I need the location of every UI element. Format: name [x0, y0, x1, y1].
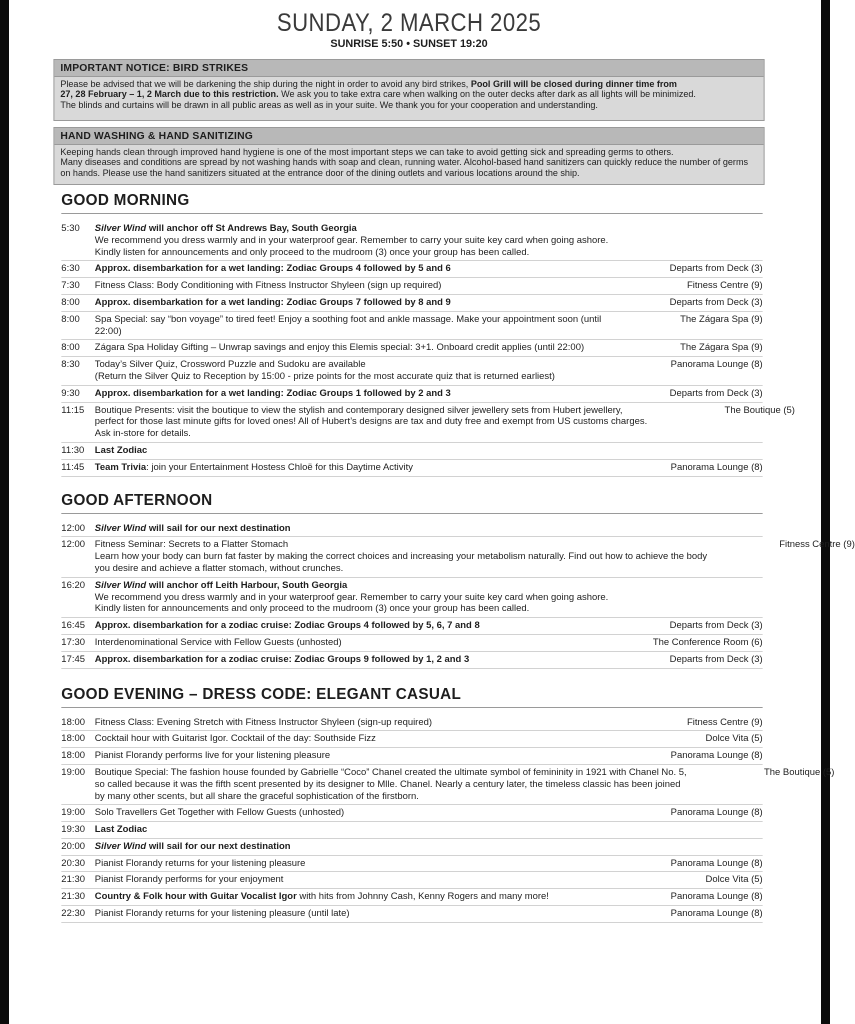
event-time: 19:00: [61, 766, 85, 778]
event-row: [61, 805, 762, 822]
event-detail: We recommend you dress warmly and in your waterproof gear. Remember to carry your suite key card when going ashore.: [94, 234, 609, 246]
event-row: [61, 521, 762, 538]
event-title: Boutique Presents: visit the boutique to view the stylish and contemporary designed silver jewellery sets from Hubert jewellery,: [94, 404, 623, 416]
event-title: Country & Folk hour with Guitar Vocalist Igor: [94, 891, 297, 903]
event-time: 5:30: [61, 223, 80, 234]
event-time: 7:30: [61, 280, 80, 292]
event-time: 16:20: [61, 579, 85, 591]
event-venue: Departs from Deck (3): [669, 263, 763, 275]
event-description: Fitness Class: Evening Stretch with Fitness Instructor Shyleen (sign-up required): [94, 716, 432, 728]
event-time: 11:15: [61, 404, 85, 416]
event-venue: Departs from Deck (3): [669, 653, 763, 665]
notice-title: HAND WASHING & HAND SANITIZING: [54, 128, 763, 145]
event-title: will sail for our next destination: [146, 840, 291, 852]
event-detail: We recommend you dress warmly and in your waterproof gear. Remember to carry your suite key card when going ashore.: [94, 591, 609, 603]
notice-line: Many diseases and conditions are spread by not washing hands with soap and clean, running water. Alcohol-based hand sanitizers can quickly reduce the number of germs: [60, 157, 749, 168]
event-time: 20:30: [61, 857, 85, 869]
event-row: [61, 765, 835, 805]
event-row: [61, 889, 762, 906]
event-time: 21:30: [61, 891, 85, 903]
event-venue: Fitness Centre (9): [687, 716, 763, 728]
event-venue: Panorama Lounge (8): [670, 359, 763, 371]
event-time: 19:30: [61, 824, 85, 836]
event-row: [61, 839, 762, 856]
ship-name: Silver Wind: [94, 223, 147, 234]
event-time: 11:45: [61, 461, 85, 473]
daily-program-page: [16, 8, 855, 923]
event-description: Pianist Florandy performs live for your listening pleasure: [94, 750, 331, 762]
event-row: [61, 635, 762, 652]
notice-hand-washing: [53, 127, 764, 185]
event-venue: The Zágara Spa (9): [680, 313, 763, 325]
morning-events: [61, 221, 795, 477]
event-row: [61, 731, 762, 748]
event-description: Spa Special: say “bon voyage” to tired feet! Enjoy a soothing foot and ankle massage. Make your appointment soon (until 22:00): [94, 313, 602, 337]
event-row: [61, 618, 762, 635]
event-row: [61, 357, 762, 386]
event-row: [61, 295, 762, 312]
event-description: [95, 767, 687, 802]
event-time: 12:00: [61, 522, 85, 534]
event-venue: The Boutique (5): [763, 766, 835, 778]
event-venue: Departs from Deck (3): [669, 387, 763, 399]
event-time: 6:30: [61, 263, 80, 275]
event-venue: Panorama Lounge (8): [670, 908, 763, 920]
event-row: [61, 460, 762, 477]
event-description: [95, 523, 615, 535]
event-venue: [615, 841, 763, 853]
event-row: [61, 578, 762, 618]
event-time: 8:30: [61, 359, 80, 371]
event-time: 20:00: [61, 840, 85, 852]
event-description: [95, 539, 707, 574]
sun-times: SUNRISE 5:50 • SUNSET 19:20: [330, 38, 488, 50]
event-detail: Kindly listen for announcements and only proceed to the mudroom (3) once your group has been called.: [94, 603, 530, 615]
event-venue: Fitness Centre (9): [779, 539, 855, 551]
event-venue: [615, 223, 763, 258]
event-time: 22:30: [61, 908, 85, 920]
event-description: Approx. disembarkation for a zodiac cruise: Zodiac Groups 4 followed by 5, 6, 7 and 8: [94, 620, 480, 632]
event-description: Approx. disembarkation for a zodiac cruise: Zodiac Groups 9 followed by 1, 2 and 3: [94, 653, 470, 665]
event-venue: The Boutique (5): [724, 404, 795, 416]
event-row: [61, 856, 762, 873]
notice-line: on hands. Please use the hand sanitizers situated at the entrance door of the dining outlets and various locations around the ship.: [60, 167, 580, 178]
event-time: 21:30: [61, 874, 85, 886]
event-description: Fitness Class: Body Conditioning with Fitness Instructor Shyleen (sign up required): [94, 280, 442, 292]
section-title-afternoon: GOOD AFTERNOON: [61, 492, 762, 514]
event-row: [61, 340, 762, 357]
event-time: 8:00: [61, 313, 80, 325]
event-venue: Fitness Centre (9): [687, 280, 763, 292]
event-time: 11:30: [61, 444, 85, 456]
notice-line: [60, 89, 757, 100]
notice-line: Keeping hands clean through improved hand hygiene is one of the most important steps we can take to avoid getting sick and spreading germs to others.: [60, 146, 674, 157]
section-title-evening: GOOD EVENING – DRESS CODE: ELEGANT CASUAL: [61, 686, 762, 708]
event-venue: The Conference Room (6): [652, 636, 763, 648]
left-frame-edge: [0, 0, 9, 1024]
event-row: [61, 822, 762, 839]
event-description: [95, 891, 615, 903]
event-detail: you desire and achieve a flatter stomach, without crunches.: [94, 562, 344, 574]
event-time: 12:00: [61, 539, 85, 551]
event-description: Zágara Spa Holiday Gifting – Unwrap savings and enjoy this Elemis special: 3+1. Onboard credit applies (until 22:00): [94, 342, 585, 354]
event-venue: Departs from Deck (3): [669, 296, 763, 308]
event-venue: Dolce Vita (5): [705, 874, 763, 886]
event-venue: The Zágara Spa (9): [680, 342, 763, 354]
event-row: [61, 261, 762, 278]
event-time: 17:45: [61, 653, 85, 665]
event-title: will sail for our next destination: [146, 522, 291, 534]
event-row: [61, 443, 762, 460]
event-venue: Panorama Lounge (8): [670, 891, 763, 903]
event-venue: [615, 824, 763, 836]
event-description: [95, 359, 615, 383]
right-frame-edge: [821, 0, 830, 1024]
event-time: 8:00: [61, 342, 80, 354]
notice-line: The blinds and curtains will be drawn in all public areas as well as in your suite. We thank you for your cooperation and understanding.: [60, 99, 598, 110]
event-description: Pianist Florandy returns for your listening pleasure (until late): [94, 908, 350, 920]
afternoon-events: [61, 521, 855, 669]
event-detail: with hits from Johnny Cash, Kenny Rogers and many more!: [296, 891, 549, 903]
event-detail: so called because it was the fifth scent presented by its designer to Mlle. Chanel. Nearly a century later, the timeless classic has been joined: [94, 778, 681, 790]
ship-name: Silver Wind: [94, 522, 147, 534]
event-row: [61, 386, 762, 403]
event-time: 16:45: [61, 620, 85, 632]
event-description: [95, 223, 615, 258]
event-detail: perfect for those last minute gifts for loved ones! All of Hubert’s designs are tax and duty free and exempt from US customs charges.: [94, 416, 648, 428]
notice-text-bold: Pool Grill will be closed during dinner time from: [470, 78, 677, 89]
ship-name: Silver Wind: [94, 840, 147, 852]
event-row: [61, 312, 762, 341]
event-title: Team Trivia: [94, 461, 147, 473]
event-row: [61, 403, 795, 443]
event-description: Approx. disembarkation for a wet landing: Zodiac Groups 1 followed by 2 and 3: [94, 387, 451, 399]
event-description: Approx. disembarkation for a wet landing: Zodiac Groups 7 followed by 8 and 9: [94, 296, 451, 308]
event-time: 9:30: [61, 387, 80, 399]
event-time: 19:00: [61, 807, 85, 819]
event-venue: [615, 445, 763, 457]
notice-text-bold: 27, 28 February – 1, 2 March due to this restriction.: [60, 89, 279, 100]
event-description: Approx. disembarkation for a wet landing: Zodiac Groups 4 followed by 5 and 6: [94, 263, 451, 275]
notice-bird-strikes: [53, 59, 764, 121]
ship-name: Silver Wind: [94, 579, 147, 591]
event-venue: [615, 580, 763, 615]
event-description: [95, 462, 615, 474]
event-time: 8:00: [61, 296, 80, 308]
event-title: Fitness Seminar: Secrets to a Flatter Stomach: [94, 539, 289, 551]
section-title-morning: GOOD MORNING: [61, 192, 762, 214]
event-detail: Learn how your body can burn fat faster by making the correct choices and increasing your metabolism naturally. Find out how to achieve the body: [94, 551, 708, 563]
event-venue: Departs from Deck (3): [669, 620, 763, 632]
event-row: [61, 872, 762, 889]
notice-line: [60, 79, 757, 90]
event-row: [61, 748, 762, 765]
event-description: [95, 405, 647, 440]
event-row: [61, 278, 762, 295]
evening-events: [61, 715, 835, 923]
event-time: 18:00: [61, 733, 85, 745]
event-venue: Panorama Lounge (8): [670, 807, 763, 819]
event-time: 18:00: [61, 750, 85, 762]
event-description: Pianist Florandy performs for your enjoyment: [94, 874, 284, 886]
event-description: Pianist Florandy returns for your listening pleasure: [94, 857, 306, 869]
event-title: will anchor off St Andrews Bay, South Georgia: [146, 223, 357, 234]
event-detail: by many other scents, but all share the graceful sophistication of the firstborn.: [94, 790, 419, 802]
event-description: [95, 580, 615, 615]
event-description: Solo Travellers Get Together with Fellow Guests (unhosted): [94, 807, 345, 819]
event-description: Last Zodiac: [94, 444, 148, 456]
event-description: Cocktail hour with Guitarist Igor. Cocktail of the day: Southside Fizz: [94, 733, 376, 745]
event-detail: Kindly listen for announcements and only proceed to the mudroom (3) once your group has been called.: [94, 246, 530, 258]
event-venue: Dolce Vita (5): [705, 733, 763, 745]
event-venue: Panorama Lounge (8): [670, 461, 763, 473]
event-venue: [615, 523, 763, 535]
event-time: 17:30: [61, 636, 85, 648]
event-detail: : join your Entertainment Hostess Chloë for this Daytime Activity: [146, 461, 413, 473]
event-detail: (Return the Silver Quiz to Reception by 15:00 - prize points for the most accurate quiz that is returned earliest): [94, 370, 555, 382]
event-row: [61, 537, 855, 577]
event-row: [61, 715, 762, 732]
event-row: [61, 652, 762, 669]
notice-text: We ask you to take extra care when walking on the outer decks after dark as all lights will be minimized.: [278, 89, 696, 100]
event-row: [61, 906, 762, 923]
event-title: will anchor off Leith Harbour, South Georgia: [146, 579, 348, 591]
event-title: Boutique Special: The fashion house founded by Gabrielle “Coco” Chanel created the ultimate symbol of femininity in 1921 with Chanel No. 5,: [94, 766, 687, 778]
event-description: Last Zodiac: [94, 824, 148, 836]
event-time: 18:00: [61, 716, 85, 728]
event-description: [95, 841, 615, 853]
event-venue: Panorama Lounge (8): [670, 750, 763, 762]
event-detail: Ask in-store for details.: [94, 428, 191, 440]
page-title: SUNDAY, 2 MARCH 2025: [276, 9, 542, 37]
event-title: Today’s Silver Quiz, Crossword Puzzle and Sudoku are available: [94, 359, 366, 371]
event-venue: Panorama Lounge (8): [670, 857, 763, 869]
notice-text: Please be advised that we will be darkening the ship during the night in order to avoid any bird strikes,: [60, 78, 471, 89]
notice-title: IMPORTANT NOTICE: BIRD STRIKES: [54, 60, 763, 77]
event-row: [61, 221, 762, 261]
event-description: Interdenominational Service with Fellow Guests (unhosted): [94, 636, 342, 648]
